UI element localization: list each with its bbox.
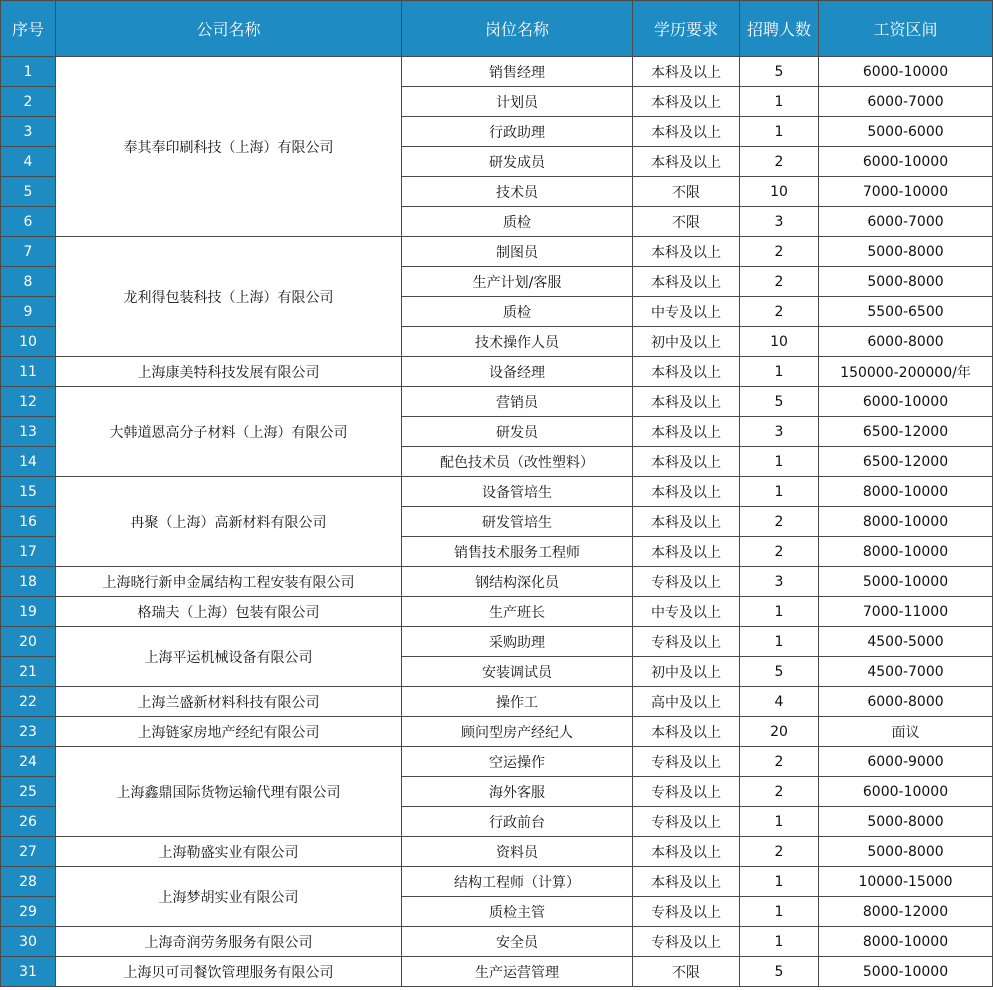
- seq-cell: 4: [1, 147, 56, 177]
- seq-cell: 6: [1, 207, 56, 237]
- salary-cell: 6000-10000: [819, 387, 993, 417]
- salary-cell: 8000-10000: [819, 507, 993, 537]
- position-cell: 设备经理: [402, 357, 633, 387]
- education-cell: 本科及以上: [633, 507, 740, 537]
- seq-cell: 5: [1, 177, 56, 207]
- seq-cell: 29: [1, 897, 56, 927]
- table-header: [1, 1, 993, 57]
- seq-cell: 30: [1, 927, 56, 957]
- company-cell: 奉其奉印刷科技（上海）有限公司: [56, 57, 402, 237]
- salary-cell: 6500-12000: [819, 417, 993, 447]
- count-cell: 1: [740, 117, 819, 147]
- salary-cell: 7000-11000: [819, 597, 993, 627]
- position-cell: 操作工: [402, 687, 633, 717]
- seq-cell: 26: [1, 807, 56, 837]
- position-cell: 安装调试员: [402, 657, 633, 687]
- salary-cell: 6000-10000: [819, 147, 993, 177]
- count-cell: 1: [740, 87, 819, 117]
- company-cell: 上海奇润劳务服务有限公司: [56, 927, 402, 957]
- seq-cell: 28: [1, 867, 56, 897]
- table-row: [1, 957, 993, 987]
- count-cell: 2: [740, 747, 819, 777]
- header-education: 学历要求: [633, 1, 740, 57]
- count-cell: 2: [740, 267, 819, 297]
- salary-cell: 6000-10000: [819, 777, 993, 807]
- salary-cell: 5000-8000: [819, 837, 993, 867]
- salary-cell: 6000-9000: [819, 747, 993, 777]
- education-cell: 不限: [633, 957, 740, 987]
- education-cell: 本科及以上: [633, 417, 740, 447]
- salary-cell: 5000-8000: [819, 267, 993, 297]
- seq-cell: 20: [1, 627, 56, 657]
- position-cell: 销售经理: [402, 57, 633, 87]
- seq-cell: 31: [1, 957, 56, 987]
- education-cell: 初中及以上: [633, 657, 740, 687]
- education-cell: 中专及以上: [633, 597, 740, 627]
- count-cell: 10: [740, 177, 819, 207]
- education-cell: 不限: [633, 207, 740, 237]
- table-row: [1, 687, 993, 717]
- education-cell: 专科及以上: [633, 567, 740, 597]
- education-cell: 本科及以上: [633, 537, 740, 567]
- count-cell: 2: [740, 237, 819, 267]
- education-cell: 本科及以上: [633, 837, 740, 867]
- count-cell: 2: [740, 147, 819, 177]
- count-cell: 1: [740, 927, 819, 957]
- salary-cell: 5000-6000: [819, 117, 993, 147]
- salary-cell: 5000-10000: [819, 567, 993, 597]
- position-cell: 采购助理: [402, 627, 633, 657]
- education-cell: 本科及以上: [633, 147, 740, 177]
- seq-cell: 1: [1, 57, 56, 87]
- company-cell: 上海贝可司餐饮管理服务有限公司: [56, 957, 402, 987]
- table-row: [1, 867, 993, 897]
- seq-cell: 13: [1, 417, 56, 447]
- education-cell: 专科及以上: [633, 927, 740, 957]
- salary-cell: 5000-8000: [819, 807, 993, 837]
- salary-cell: 8000-12000: [819, 897, 993, 927]
- seq-cell: 8: [1, 267, 56, 297]
- seq-cell: 7: [1, 237, 56, 267]
- position-cell: 质检主管: [402, 897, 633, 927]
- education-cell: 初中及以上: [633, 327, 740, 357]
- seq-cell: 17: [1, 537, 56, 567]
- seq-cell: 11: [1, 357, 56, 387]
- position-cell: 研发员: [402, 417, 633, 447]
- education-cell: 本科及以上: [633, 717, 740, 747]
- table-row: [1, 567, 993, 597]
- salary-cell: 4500-5000: [819, 627, 993, 657]
- table-row: [1, 627, 993, 657]
- count-cell: 10: [740, 327, 819, 357]
- company-cell: 上海鑫鼎国际货物运输代理有限公司: [56, 747, 402, 837]
- header-seq: 序号: [1, 1, 56, 57]
- education-cell: 专科及以上: [633, 747, 740, 777]
- salary-cell: 4500-7000: [819, 657, 993, 687]
- salary-cell: 6000-8000: [819, 327, 993, 357]
- header-count: 招聘人数: [740, 1, 819, 57]
- seq-cell: 15: [1, 477, 56, 507]
- position-cell: 计划员: [402, 87, 633, 117]
- education-cell: 本科及以上: [633, 387, 740, 417]
- position-cell: 生产计划/客服: [402, 267, 633, 297]
- header-position: 岗位名称: [402, 1, 633, 57]
- seq-cell: 2: [1, 87, 56, 117]
- position-cell: 顾问型房产经纪人: [402, 717, 633, 747]
- education-cell: 本科及以上: [633, 87, 740, 117]
- company-cell: 上海勒盛实业有限公司: [56, 837, 402, 867]
- count-cell: 1: [740, 627, 819, 657]
- salary-cell: 7000-10000: [819, 177, 993, 207]
- seq-cell: 21: [1, 657, 56, 687]
- position-cell: 生产运营管理: [402, 957, 633, 987]
- seq-cell: 22: [1, 687, 56, 717]
- salary-cell: 6000-7000: [819, 207, 993, 237]
- seq-cell: 12: [1, 387, 56, 417]
- count-cell: 4: [740, 687, 819, 717]
- count-cell: 3: [740, 567, 819, 597]
- education-cell: 本科及以上: [633, 267, 740, 297]
- header-salary: 工资区间: [819, 1, 993, 57]
- count-cell: 5: [740, 657, 819, 687]
- position-cell: 行政前台: [402, 807, 633, 837]
- company-cell: 冉聚（上海）高新材料有限公司: [56, 477, 402, 567]
- position-cell: 钢结构深化员: [402, 567, 633, 597]
- salary-cell: 5000-8000: [819, 237, 993, 267]
- table-body: [1, 57, 993, 987]
- position-cell: 空运操作: [402, 747, 633, 777]
- salary-cell: 8000-10000: [819, 927, 993, 957]
- table-row: [1, 237, 993, 267]
- position-cell: 研发成员: [402, 147, 633, 177]
- education-cell: 专科及以上: [633, 777, 740, 807]
- count-cell: 2: [740, 297, 819, 327]
- seq-cell: 23: [1, 717, 56, 747]
- position-cell: 海外客服: [402, 777, 633, 807]
- seq-cell: 19: [1, 597, 56, 627]
- position-cell: 配色技术员（改性塑料）: [402, 447, 633, 477]
- count-cell: 1: [740, 897, 819, 927]
- count-cell: 5: [740, 387, 819, 417]
- seq-cell: 3: [1, 117, 56, 147]
- company-cell: 上海兰盛新材料科技有限公司: [56, 687, 402, 717]
- position-cell: 行政助理: [402, 117, 633, 147]
- company-cell: 龙利得包装科技（上海）有限公司: [56, 237, 402, 357]
- seq-cell: 24: [1, 747, 56, 777]
- position-cell: 研发管培生: [402, 507, 633, 537]
- count-cell: 1: [740, 807, 819, 837]
- education-cell: 不限: [633, 177, 740, 207]
- company-cell: 上海康美特科技发展有限公司: [56, 357, 402, 387]
- count-cell: 3: [740, 417, 819, 447]
- salary-cell: 6000-10000: [819, 57, 993, 87]
- position-cell: 安全员: [402, 927, 633, 957]
- position-cell: 生产班长: [402, 597, 633, 627]
- education-cell: 本科及以上: [633, 867, 740, 897]
- count-cell: 1: [740, 357, 819, 387]
- company-cell: 格瑞夫（上海）包装有限公司: [56, 597, 402, 627]
- salary-cell: 6000-7000: [819, 87, 993, 117]
- position-cell: 质检: [402, 297, 633, 327]
- company-cell: 上海链家房地产经纪有限公司: [56, 717, 402, 747]
- position-cell: 技术员: [402, 177, 633, 207]
- count-cell: 5: [740, 57, 819, 87]
- position-cell: 营销员: [402, 387, 633, 417]
- position-cell: 技术操作人员: [402, 327, 633, 357]
- table-row: [1, 477, 993, 507]
- education-cell: 高中及以上: [633, 687, 740, 717]
- seq-cell: 14: [1, 447, 56, 477]
- salary-cell: 面议: [819, 717, 993, 747]
- seq-cell: 10: [1, 327, 56, 357]
- position-cell: 设备管培生: [402, 477, 633, 507]
- education-cell: 专科及以上: [633, 897, 740, 927]
- salary-cell: 5000-10000: [819, 957, 993, 987]
- count-cell: 1: [740, 447, 819, 477]
- table-row: [1, 357, 993, 387]
- education-cell: 本科及以上: [633, 477, 740, 507]
- company-cell: 大韩道恩高分子材料（上海）有限公司: [56, 387, 402, 477]
- education-cell: 专科及以上: [633, 627, 740, 657]
- count-cell: 2: [740, 537, 819, 567]
- seq-cell: 27: [1, 837, 56, 867]
- table-row: [1, 837, 993, 867]
- count-cell: 1: [740, 597, 819, 627]
- salary-cell: 8000-10000: [819, 477, 993, 507]
- header-row: [1, 1, 993, 57]
- position-cell: 结构工程师（计算）: [402, 867, 633, 897]
- salary-cell: 10000-15000: [819, 867, 993, 897]
- count-cell: 2: [740, 777, 819, 807]
- count-cell: 5: [740, 957, 819, 987]
- company-cell: 上海晓行新申金属结构工程安装有限公司: [56, 567, 402, 597]
- count-cell: 3: [740, 207, 819, 237]
- table-row: [1, 717, 993, 747]
- salary-cell: 8000-10000: [819, 537, 993, 567]
- position-cell: 销售技术服务工程师: [402, 537, 633, 567]
- table-row: [1, 747, 993, 777]
- count-cell: 20: [740, 717, 819, 747]
- table-row: [1, 57, 993, 87]
- table-row: [1, 927, 993, 957]
- count-cell: 1: [740, 477, 819, 507]
- education-cell: 本科及以上: [633, 237, 740, 267]
- position-cell: 制图员: [402, 237, 633, 267]
- company-cell: 上海平运机械设备有限公司: [56, 627, 402, 687]
- education-cell: 本科及以上: [633, 357, 740, 387]
- seq-cell: 16: [1, 507, 56, 537]
- education-cell: 中专及以上: [633, 297, 740, 327]
- count-cell: 2: [740, 837, 819, 867]
- seq-cell: 25: [1, 777, 56, 807]
- salary-cell: 6000-8000: [819, 687, 993, 717]
- education-cell: 本科及以上: [633, 117, 740, 147]
- table-row: [1, 387, 993, 417]
- count-cell: 1: [740, 867, 819, 897]
- position-cell: 资料员: [402, 837, 633, 867]
- salary-cell: 150000-200000/年: [819, 357, 993, 387]
- position-cell: 质检: [402, 207, 633, 237]
- company-cell: 上海梦胡实业有限公司: [56, 867, 402, 927]
- education-cell: 专科及以上: [633, 807, 740, 837]
- education-cell: 本科及以上: [633, 447, 740, 477]
- education-cell: 本科及以上: [633, 57, 740, 87]
- table-row: [1, 597, 993, 627]
- seq-cell: 18: [1, 567, 56, 597]
- header-company: 公司名称: [56, 1, 402, 57]
- salary-cell: 5500-6500: [819, 297, 993, 327]
- salary-cell: 6500-12000: [819, 447, 993, 477]
- count-cell: 2: [740, 507, 819, 537]
- seq-cell: 9: [1, 297, 56, 327]
